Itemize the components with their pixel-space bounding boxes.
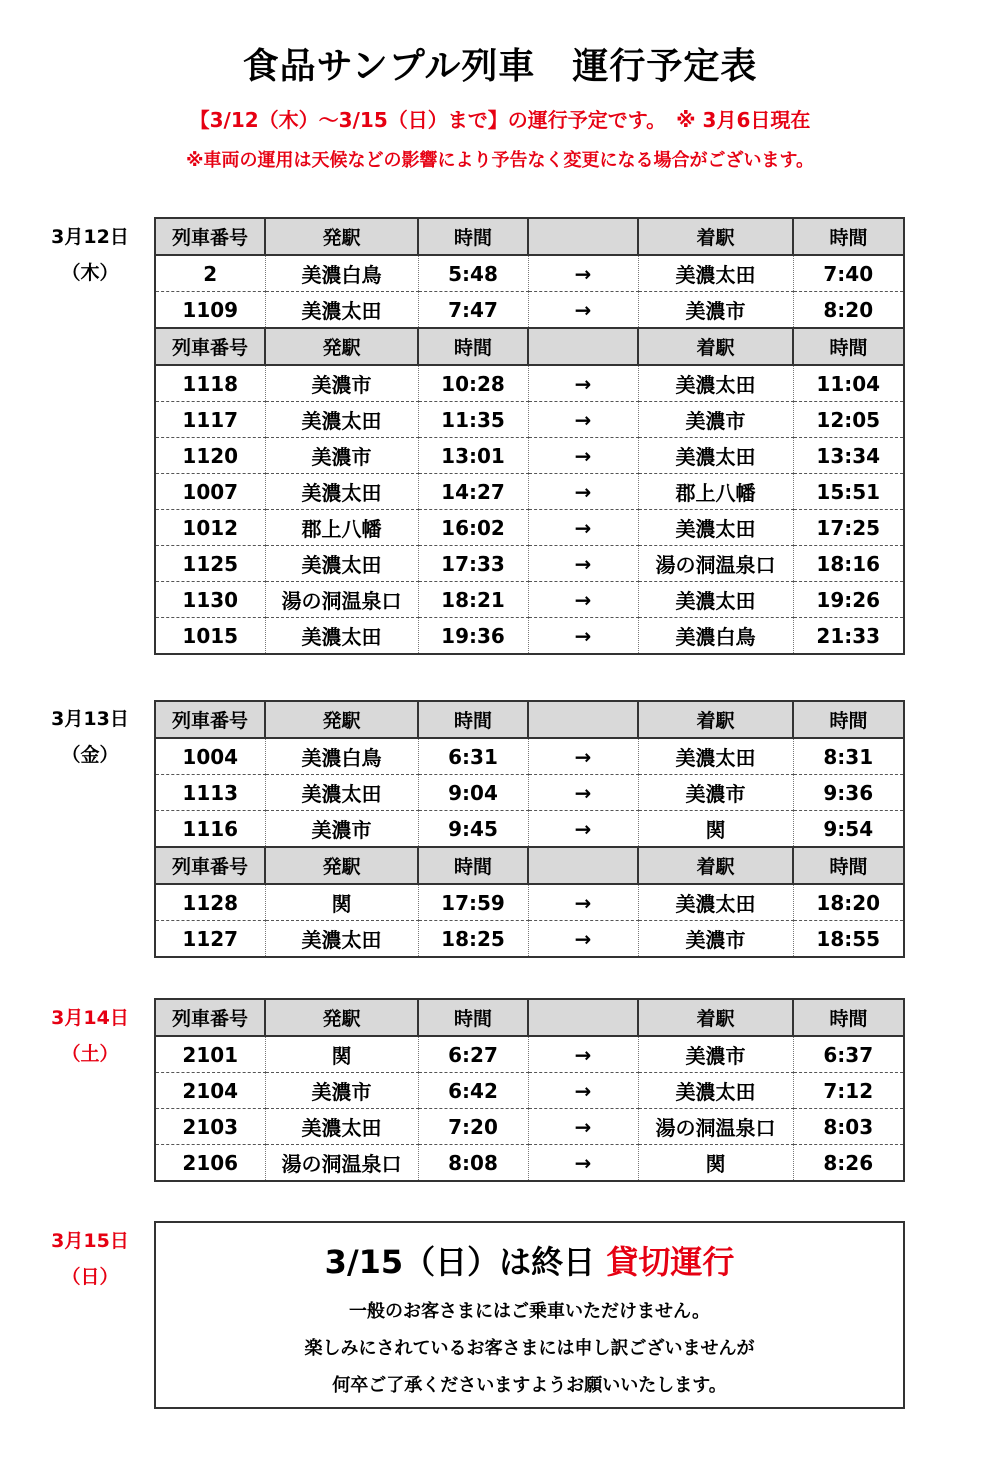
arrival-station: 美濃太田: [638, 738, 793, 775]
arrival-time: 18:16: [793, 546, 904, 582]
table-row: [155, 618, 904, 655]
column-header: 着駅: [638, 847, 793, 884]
table-row: [155, 365, 904, 402]
arrow-icon: →: [528, 474, 638, 510]
arrival-time: 7:12: [793, 1073, 904, 1109]
column-header: 時間: [418, 701, 528, 738]
arrival-time: 8:26: [793, 1145, 904, 1182]
departure-station: 美濃市: [265, 1073, 418, 1109]
arrival-station: 美濃太田: [638, 884, 793, 921]
charter-line: 楽しみにされているお客さまには申し訳ございませんが: [304, 1338, 755, 1359]
day-date: 3月12日: [51, 226, 129, 248]
column-header: 列車番号: [155, 328, 265, 365]
arrow-icon: →: [528, 884, 638, 921]
column-header: 時間: [793, 999, 904, 1036]
arrow-icon: →: [528, 438, 638, 474]
departure-time: 13:01: [418, 438, 528, 474]
table-row: [155, 582, 904, 618]
day-weekday: （金）: [61, 744, 119, 766]
departure-time: 19:36: [418, 618, 528, 655]
header-row: [155, 701, 904, 738]
timetable-0312: [154, 217, 905, 655]
train-number: 2104: [155, 1073, 265, 1109]
column-header: [528, 999, 638, 1036]
column-header: 発駅: [265, 218, 418, 255]
departure-time: 5:48: [418, 255, 528, 292]
arrival-station: 美濃市: [638, 775, 793, 811]
departure-station: 美濃市: [265, 811, 418, 848]
table-row: [155, 738, 904, 775]
departure-time: 7:20: [418, 1109, 528, 1145]
arrival-time: 8:20: [793, 292, 904, 329]
departure-time: 16:02: [418, 510, 528, 546]
schedule-period-note: 【3/12（木）～3/15（日）まで】の運行予定です。 ※ 3月6日現在: [189, 108, 811, 132]
table-row: [155, 1109, 904, 1145]
column-header: 発駅: [265, 999, 418, 1036]
departure-time: 7:47: [418, 292, 528, 329]
arrival-station: 美濃市: [638, 921, 793, 958]
column-header: 時間: [418, 328, 528, 365]
departure-time: 6:42: [418, 1073, 528, 1109]
arrival-time: 9:36: [793, 775, 904, 811]
column-header: 着駅: [638, 328, 793, 365]
day-label-0313: [30, 701, 150, 773]
day-label-0315: [30, 1223, 150, 1295]
departure-station: 美濃太田: [265, 1109, 418, 1145]
arrival-time: 21:33: [793, 618, 904, 655]
timetable-0313: [154, 700, 905, 958]
arrow-icon: →: [528, 546, 638, 582]
column-header: 時間: [418, 847, 528, 884]
departure-station: 関: [265, 1036, 418, 1073]
charter-line: 何卒ご了承くださいますようお願いいたします。: [332, 1375, 727, 1396]
day-weekday: （土）: [61, 1043, 119, 1065]
table-row: [155, 402, 904, 438]
arrival-station: 美濃太田: [638, 1073, 793, 1109]
arrival-time: 15:51: [793, 474, 904, 510]
arrow-icon: →: [528, 738, 638, 775]
column-header: 発駅: [265, 328, 418, 365]
arrival-station: 美濃太田: [638, 510, 793, 546]
day-weekday: （木）: [61, 262, 119, 284]
departure-station: 美濃市: [265, 365, 418, 402]
column-header: 着駅: [638, 701, 793, 738]
column-header: 列車番号: [155, 847, 265, 884]
day-date: 3月14日: [51, 1007, 129, 1029]
arrival-time: 9:54: [793, 811, 904, 848]
charter-heading: [156, 1237, 903, 1283]
column-header: 時間: [418, 999, 528, 1036]
arrival-time: 18:55: [793, 921, 904, 958]
column-header: [528, 701, 638, 738]
train-number: 1120: [155, 438, 265, 474]
train-number: 1127: [182, 926, 239, 951]
arrow-icon: →: [528, 618, 638, 655]
day-date: 3月15日: [51, 1230, 129, 1252]
arrival-station: 美濃市: [638, 402, 793, 438]
table-row: [155, 510, 904, 546]
departure-station: 美濃太田: [265, 292, 418, 329]
arrival-time: 8:31: [793, 738, 904, 775]
arrival-station: 美濃太田: [638, 582, 793, 618]
column-header: 時間: [793, 701, 904, 738]
arrival-station: 美濃市: [638, 1036, 793, 1073]
train-number: 1130: [155, 582, 265, 618]
arrival-station: 美濃太田: [638, 255, 793, 292]
arrival-time: 8:03: [793, 1109, 904, 1145]
column-header: 時間: [418, 218, 528, 255]
change-notice: ※車両の運用は天候などの影響により予告なく変更になる場合がございます。: [185, 150, 815, 171]
arrival-station: 美濃市: [638, 292, 793, 329]
table-row: [155, 546, 904, 582]
column-header: 列車番号: [155, 701, 265, 738]
departure-station: 郡上八幡: [265, 510, 418, 546]
departure-station: 美濃太田: [265, 921, 418, 958]
departure-time: 18:25: [418, 921, 528, 958]
arrival-station: 美濃太田: [638, 438, 793, 474]
train-number: 1109: [155, 292, 265, 329]
departure-station: 美濃市: [265, 438, 418, 474]
arrival-time: 17:25: [793, 510, 904, 546]
departure-station: 関: [265, 884, 418, 921]
arrival-station: 湯の洞温泉口: [638, 546, 793, 582]
departure-time: 18:21: [418, 582, 528, 618]
arrival-station: 湯の洞温泉口: [638, 1109, 793, 1145]
train-number: 1117: [155, 402, 265, 438]
departure-time: 10:28: [418, 365, 528, 402]
departure-time: 6:27: [418, 1036, 528, 1073]
departure-station: 美濃太田: [265, 546, 418, 582]
train-number: 1007: [155, 474, 265, 510]
table-row: [155, 1073, 904, 1109]
departure-time: 11:35: [418, 402, 528, 438]
arrow-icon: →: [528, 1145, 638, 1182]
train-number: 2103: [155, 1109, 265, 1145]
column-header: 発駅: [265, 701, 418, 738]
train-number: 2101: [155, 1036, 265, 1073]
arrow-icon: →: [528, 255, 638, 292]
arrow-icon: →: [528, 921, 638, 958]
arrival-time: 18:20: [793, 884, 904, 921]
arrival-station: 郡上八幡: [638, 474, 793, 510]
departure-time: 6:31: [418, 738, 528, 775]
column-header: 時間: [793, 218, 904, 255]
charter-line: 一般のお客さまにはご乗車いただけません。: [348, 1301, 711, 1322]
departure-time: 8:08: [418, 1145, 528, 1182]
train-number: 1113: [155, 775, 265, 811]
arrow-icon: →: [528, 811, 638, 848]
header-row: [155, 218, 904, 255]
day-label-0312: [30, 219, 150, 291]
departure-station: 美濃太田: [265, 402, 418, 438]
table-row: [155, 255, 904, 292]
header-row: [155, 847, 904, 884]
arrival-time: 12:05: [793, 402, 904, 438]
charter-heading-text: 3/15（日）は終日: [324, 1243, 596, 1281]
timetable-0314: [154, 998, 905, 1182]
train-number: 1116: [155, 811, 265, 848]
arrival-time: 11:04: [793, 365, 904, 402]
departure-time: 17:33: [418, 546, 528, 582]
departure-station: 湯の洞温泉口: [265, 1145, 418, 1182]
arrival-station: 美濃太田: [638, 365, 793, 402]
arrival-time: 7:40: [793, 255, 904, 292]
column-header: 着駅: [638, 999, 793, 1036]
arrow-icon: →: [528, 365, 638, 402]
charter-notice-box: [154, 1221, 905, 1409]
column-header: [528, 328, 638, 365]
departure-station: 美濃太田: [265, 775, 418, 811]
train-number: 1118: [155, 365, 265, 402]
charter-heading-highlight: 貸切運行: [606, 1243, 735, 1281]
table-row: [155, 474, 904, 510]
column-header: 発駅: [265, 847, 418, 884]
train-number: 1012: [155, 510, 265, 546]
arrow-icon: →: [528, 510, 638, 546]
arrow-icon: →: [528, 1073, 638, 1109]
table-row: [155, 811, 904, 848]
arrow-icon: →: [528, 292, 638, 329]
header-row: [155, 328, 904, 365]
arrow-icon: →: [528, 1109, 638, 1145]
day-weekday: （日）: [61, 1266, 119, 1288]
column-header: 時間: [793, 328, 904, 365]
column-header: [528, 847, 638, 884]
train-number: 2: [155, 255, 265, 292]
departure-station: 湯の洞温泉口: [265, 582, 418, 618]
departure-station: 美濃太田: [265, 474, 418, 510]
table-row: [155, 1036, 904, 1073]
column-header: 時間: [793, 847, 904, 884]
day-label-0314: [30, 1000, 150, 1072]
departure-time: 9:04: [418, 775, 528, 811]
table-row: [155, 884, 904, 921]
arrival-station: 関: [638, 811, 793, 848]
train-number: 1015: [182, 623, 239, 648]
arrival-time: 13:34: [793, 438, 904, 474]
column-header: 着駅: [638, 218, 793, 255]
arrival-time: 19:26: [793, 582, 904, 618]
train-number: 1004: [155, 738, 265, 775]
arrival-station: 関: [638, 1145, 793, 1182]
departure-station: 美濃白鳥: [265, 255, 418, 292]
arrow-icon: →: [528, 1036, 638, 1073]
arrow-icon: →: [528, 775, 638, 811]
train-number: 1125: [155, 546, 265, 582]
departure-time: 17:59: [418, 884, 528, 921]
table-row: [155, 1145, 904, 1182]
train-number: 1128: [155, 884, 265, 921]
arrival-time: 6:37: [793, 1036, 904, 1073]
arrow-icon: →: [528, 582, 638, 618]
header-row: [155, 999, 904, 1036]
column-header: [528, 218, 638, 255]
table-row: [155, 775, 904, 811]
table-row: [155, 921, 904, 958]
departure-time: 9:45: [418, 811, 528, 848]
page-title: 食品サンプル列車 運行予定表: [242, 46, 758, 87]
column-header: 列車番号: [155, 218, 265, 255]
table-row: [155, 292, 904, 329]
day-date: 3月13日: [51, 708, 129, 730]
arrival-station: 美濃白鳥: [638, 618, 793, 655]
arrow-icon: →: [528, 402, 638, 438]
departure-station: 美濃太田: [265, 618, 418, 655]
departure-time: 14:27: [418, 474, 528, 510]
column-header: 列車番号: [155, 999, 265, 1036]
train-number: 2106: [182, 1150, 239, 1175]
departure-station: 美濃白鳥: [265, 738, 418, 775]
table-row: [155, 438, 904, 474]
